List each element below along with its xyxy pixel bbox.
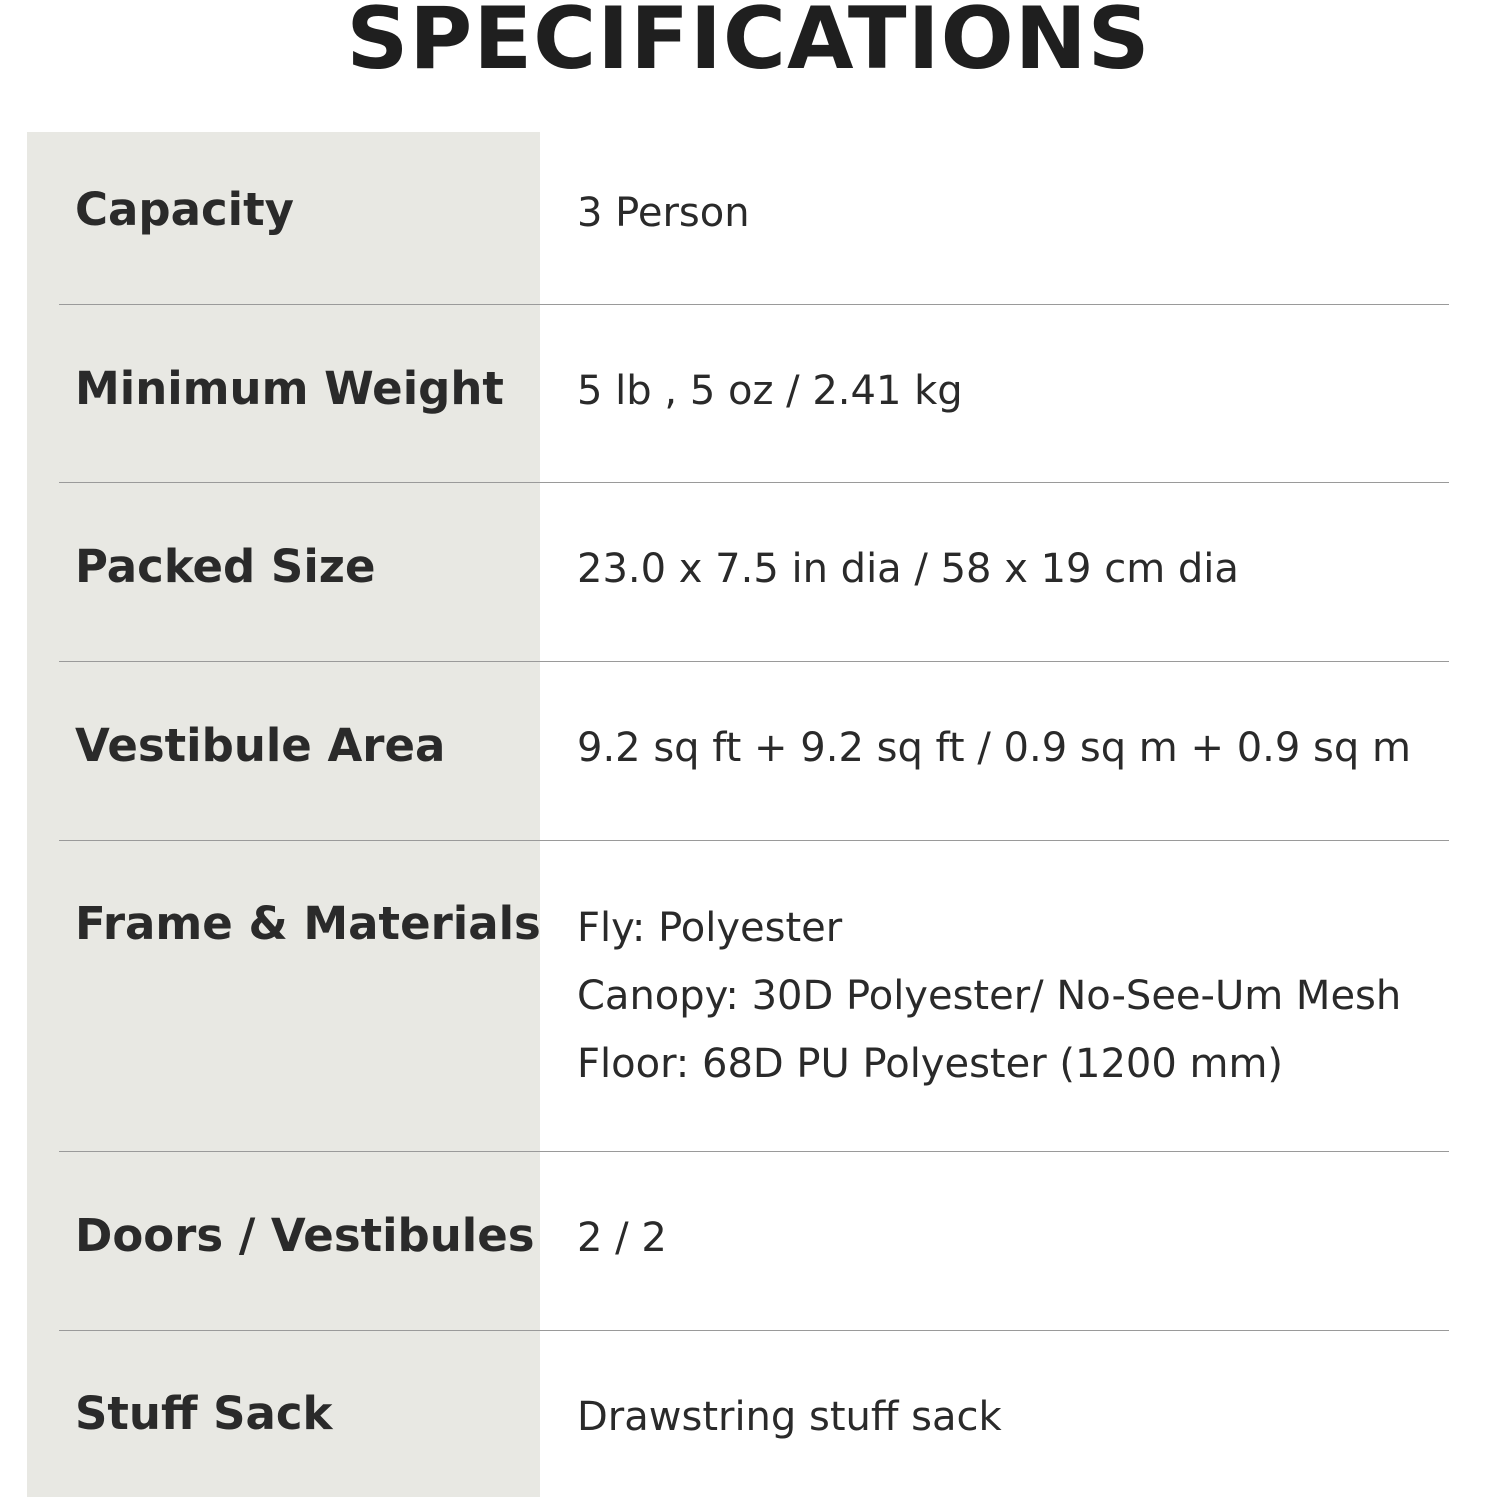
spec-label: Packed Size bbox=[75, 540, 376, 593]
spec-label: Stuff Sack bbox=[75, 1387, 333, 1440]
row-divider bbox=[59, 840, 1449, 841]
row-divider bbox=[59, 304, 1449, 305]
spec-value: 9.2 sq ft + 9.2 sq ft / 0.9 sq m + 0.9 sq m bbox=[577, 725, 1411, 771]
spec-value: 23.0 x 7.5 in dia / 58 x 19 cm dia bbox=[577, 546, 1239, 592]
label-column-background bbox=[27, 132, 540, 1497]
spec-value-line-fly: Fly: Polyester bbox=[577, 905, 843, 951]
row-divider bbox=[59, 482, 1449, 483]
spec-value: Drawstring stuff sack bbox=[577, 1394, 1002, 1440]
spec-value: 5 lb , 5 oz / 2.41 kg bbox=[577, 368, 963, 414]
spec-value: 3 Person bbox=[577, 190, 750, 236]
spec-value-line-floor: Floor: 68D PU Polyester (1200 mm) bbox=[577, 1041, 1284, 1087]
spec-label: Minimum Weight bbox=[75, 362, 504, 415]
spec-value-line-canopy: Canopy: 30D Polyester/ No-See-Um Mesh bbox=[577, 973, 1402, 1019]
spec-label: Doors / Vestibules bbox=[75, 1209, 535, 1262]
row-divider bbox=[59, 1151, 1449, 1152]
spec-label: Capacity bbox=[75, 183, 294, 236]
row-divider bbox=[59, 1330, 1449, 1331]
spec-label: Vestibule Area bbox=[75, 719, 446, 772]
spec-value-lines bbox=[577, 894, 1401, 1098]
page-title: SPECIFICATIONS bbox=[346, 0, 1151, 89]
row-divider bbox=[59, 661, 1449, 662]
spec-value: 2 / 2 bbox=[577, 1215, 667, 1261]
spec-label: Frame & Materials bbox=[75, 897, 541, 950]
